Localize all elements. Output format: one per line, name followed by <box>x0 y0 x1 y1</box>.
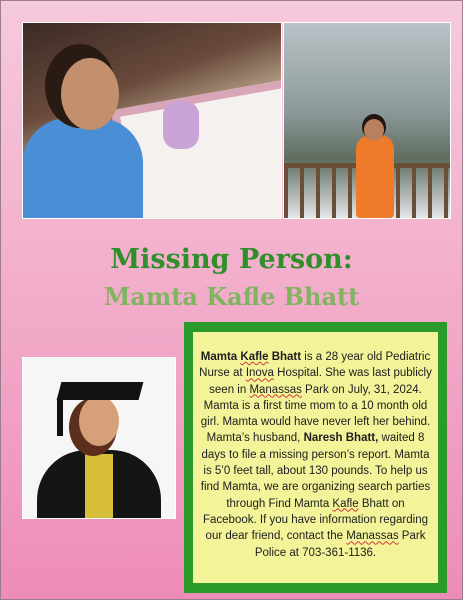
cap-tassel <box>57 398 63 436</box>
woman-shirt <box>23 118 143 219</box>
info-text-4: waited 8 days to file a missing person’s report. Mamta is 5’0 feet tall, about 130 pounds. To help us find Mamta, we are organizing search parties through Find Mamta <box>200 432 431 510</box>
info-text-3: Park on July, 31, 2024. Mamta is a first time mom to a 10 month old girl. Mamta would have never left her behind. Mamta’s husband, <box>200 383 431 445</box>
husband-name: Naresh Bhatt, <box>303 432 379 445</box>
woman-head <box>364 119 384 141</box>
photo-graduation <box>22 357 176 519</box>
info-box <box>184 322 447 593</box>
graduate-face <box>79 396 119 446</box>
name-first: Mamta <box>200 351 241 363</box>
police-city-name: Manassas <box>346 530 399 543</box>
name-bold <box>201 351 301 363</box>
name-last: Bhatt <box>268 351 302 363</box>
facebook-group-middle: Kafle <box>332 497 359 510</box>
info-text-1: is a 28 year old Pediatric Nurse at <box>199 351 431 380</box>
photo-mother-and-baby <box>22 22 282 219</box>
info-text <box>193 332 438 583</box>
name-middle: Kafle <box>240 351 269 363</box>
info-text-2: Hospital. She was last publicly seen in <box>209 367 432 396</box>
woman-face <box>61 58 119 130</box>
hospital-name: Inova <box>245 367 274 380</box>
baby <box>163 101 199 149</box>
info-text-5: Bhatt on Facebook. If you have information regarding our dear friend, contact the <box>202 497 429 543</box>
photo-woman-in-snow <box>283 22 451 219</box>
title-person-name: Mamta Kafle Bhatt <box>103 282 360 311</box>
info-text-6: Park Police at 703-361-1136. <box>254 530 426 559</box>
graduation-cap <box>57 382 144 400</box>
orange-saree <box>356 135 394 218</box>
graduation-sash <box>85 454 113 519</box>
title-missing-person: Missing Person: <box>110 244 353 275</box>
city-name: Manassas <box>249 383 302 396</box>
